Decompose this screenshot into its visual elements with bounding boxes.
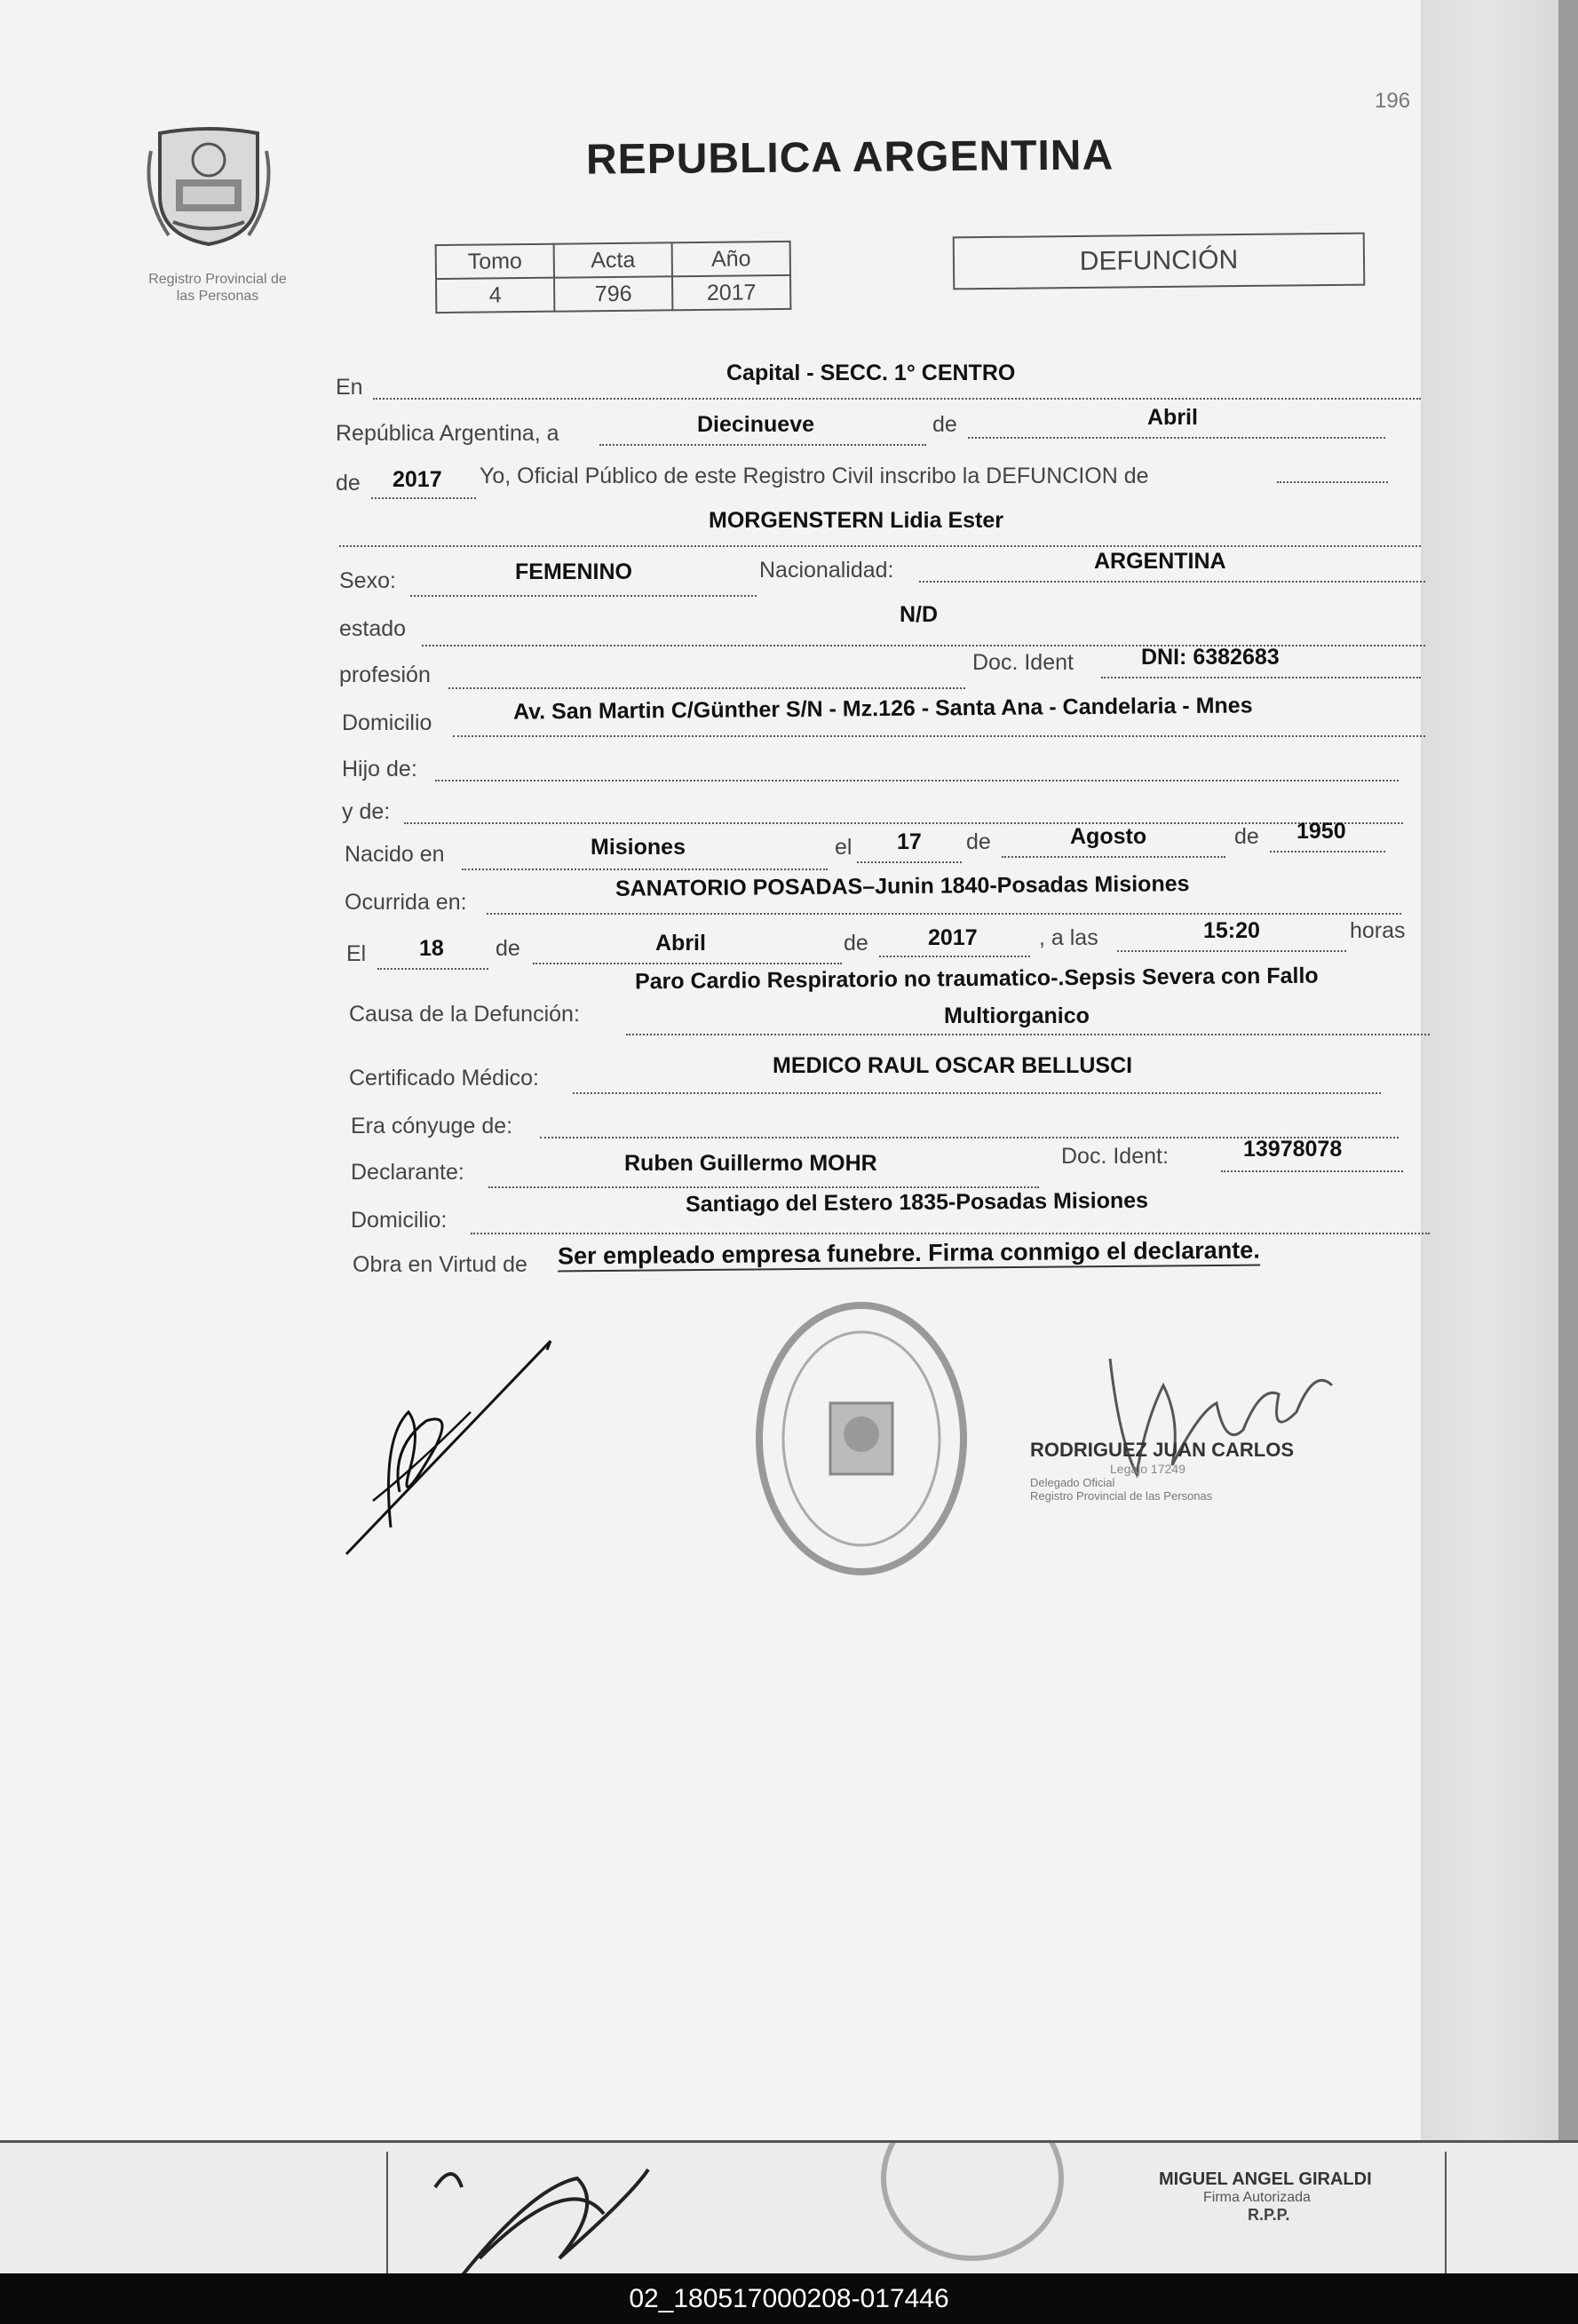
- value-nombre: MORGENSTERN Lidia Ester: [709, 508, 1003, 533]
- value-def-anio: 2017: [928, 925, 978, 950]
- label-de: de: [496, 936, 520, 961]
- ref-value-acta: 796: [554, 276, 672, 311]
- dotted-line: [1277, 480, 1388, 483]
- bottom-stamp-org: R.P.P.: [1248, 2206, 1290, 2224]
- value-causa-line1: Paro Cardio Respiratorio no traumatico-.Sepsis Severa con Fallo: [634, 963, 1319, 995]
- dotted-line: [1270, 849, 1385, 853]
- dotted-line: [1117, 948, 1346, 952]
- label-doc-ident-declarante: Doc. Ident:: [1061, 1144, 1169, 1169]
- label-profesion: profesión: [339, 662, 431, 687]
- ref-header-anio: Año: [672, 242, 790, 276]
- underlying-signature: [426, 2152, 746, 2276]
- value-declarante-domicilio: Santiago del Estero 1835-Posadas Misiones: [685, 1187, 1149, 1218]
- officer-stamp-legajo: Legajo 17249: [1110, 1462, 1185, 1476]
- official-seal: [746, 1292, 977, 1585]
- dotted-line: [373, 396, 1421, 400]
- registry-name-line2: las Personas: [176, 289, 259, 304]
- value-mes: Abril: [1147, 405, 1198, 430]
- label-y-de: y de:: [342, 799, 391, 824]
- value-lugar: Capital - SECC. 1° CENTRO: [726, 361, 1016, 385]
- value-declarante: Ruben Guillermo MOHR: [624, 1151, 877, 1176]
- province-emblem: [142, 124, 275, 249]
- dotted-line: [435, 778, 1399, 781]
- declarant-signature: [337, 1323, 586, 1572]
- reference-table: [435, 241, 792, 313]
- bottom-stamp-name: MIGUEL ANGEL GIRALDI: [1159, 2169, 1372, 2189]
- dotted-line: [453, 734, 1425, 737]
- bottom-stamp: [1159, 2169, 1372, 2225]
- label-horas: horas: [1350, 918, 1406, 943]
- label-nacionalidad: Nacionalidad:: [759, 558, 894, 583]
- dotted-line: [488, 1185, 1039, 1188]
- underlying-seal: [870, 2143, 1074, 2267]
- value-doc-ident: DNI: 6382683: [1141, 645, 1280, 670]
- dotted-line: [377, 966, 488, 970]
- dotted-line: [857, 860, 962, 863]
- dotted-line: [533, 961, 842, 964]
- value-obra: Ser empleado empresa funebre. Firma conmigo el declarante.: [558, 1237, 1260, 1273]
- dotted-line: [471, 1231, 1430, 1234]
- value-estado: N/D: [900, 602, 939, 627]
- document-title: REPUBLICA ARGENTINA: [585, 131, 1114, 184]
- label-de: de: [932, 412, 957, 437]
- officer-stamp-name: RODRIGUEZ JUAN CARLOS: [1030, 1439, 1295, 1461]
- value-nacionalidad: ARGENTINA: [1094, 549, 1226, 574]
- value-def-dia: 18: [419, 936, 444, 961]
- bottom-stamp-cargo: Firma Autorizada: [1203, 2190, 1311, 2205]
- dotted-line: [626, 1032, 1430, 1035]
- label-sexo: Sexo:: [339, 568, 396, 593]
- value-nac-anio: 1950: [1296, 819, 1346, 844]
- label-republica: República Argentina, a: [336, 421, 559, 446]
- label-conyuge: Era cónyuge de:: [351, 1114, 513, 1138]
- label-domicilio-declarante: Domicilio:: [351, 1208, 448, 1233]
- footer-id: 02_180517000208-017446: [0, 2273, 1578, 2324]
- label-declarante: Declarante:: [351, 1160, 464, 1185]
- dotted-line: [968, 435, 1385, 439]
- ref-value-tomo: 4: [436, 278, 554, 313]
- dotted-line: [919, 579, 1425, 583]
- value-domicilio: Av. San Martin C/Günther S/N - Mz.126 - Santa Ana - Candelaria - Mnes: [512, 693, 1253, 725]
- act-type-box: DEFUNCIÓN: [953, 233, 1366, 290]
- registry-name: [115, 271, 320, 305]
- label-obra: Obra en Virtud de: [353, 1252, 527, 1277]
- label-de: de: [336, 471, 361, 496]
- label-a-las: , a las: [1039, 925, 1098, 950]
- dotted-line: [462, 867, 828, 870]
- dotted-line: [448, 686, 965, 689]
- dotted-line: [487, 911, 1401, 915]
- label-de: de: [844, 931, 868, 956]
- label-ocurrida-en: Ocurrida en:: [345, 890, 467, 915]
- value-ocurrida-en: SANATORIO POSADAS–Junin 1840-Posadas Misiones: [615, 871, 1190, 901]
- ref-header-tomo: Tomo: [436, 244, 554, 279]
- label-oficial: Yo, Oficial Público de este Registro Civil inscribo la DEFUNCION de: [480, 464, 1149, 488]
- label-de: de: [1234, 824, 1259, 849]
- dotted-line: [879, 954, 1030, 957]
- label-causa: Causa de la Defunción:: [349, 1002, 580, 1027]
- officer-stamp-registro: Registro Provincial de las Personas: [1030, 1489, 1213, 1503]
- registry-name-line1: Registro Provincial de: [148, 272, 287, 287]
- label-el: el: [835, 835, 852, 860]
- dotted-line: [339, 543, 1421, 547]
- label-domicilio: Domicilio: [342, 710, 432, 735]
- page-number: 196: [1375, 89, 1411, 113]
- dotted-line: [1101, 675, 1421, 678]
- label-el-fecha: El: [346, 941, 367, 966]
- dotted-line: [1002, 854, 1225, 858]
- value-declarante-doc: 13978078: [1243, 1137, 1343, 1162]
- ref-value-anio: 2017: [672, 275, 790, 310]
- binding-edge: [1558, 0, 1578, 2273]
- dotted-line: [599, 442, 926, 446]
- label-certificado: Certificado Médico:: [349, 1066, 539, 1091]
- dotted-line: [410, 593, 757, 597]
- value-sexo: FEMENINO: [515, 559, 632, 584]
- value-nacido-en: Misiones: [591, 835, 686, 860]
- value-nac-mes: Agosto: [1070, 824, 1147, 849]
- label-hijo-de: Hijo de:: [342, 757, 417, 781]
- value-nac-dia: 17: [897, 829, 922, 854]
- value-dia: Diecinueve: [697, 412, 815, 437]
- value-certificado: MEDICO RAUL OSCAR BELLUSCI: [773, 1053, 1133, 1078]
- label-nacido-en: Nacido en: [345, 842, 445, 867]
- label-estado: estado: [339, 616, 407, 641]
- underlying-sheet: [0, 2140, 1578, 2276]
- label-doc-ident: Doc. Ident: [972, 650, 1074, 675]
- page-edge: [1421, 0, 1578, 2158]
- value-anio: 2017: [393, 467, 442, 492]
- value-def-hora: 15:20: [1203, 918, 1260, 943]
- value-causa-line2: Multiorganico: [944, 1003, 1090, 1028]
- dotted-line: [573, 1091, 1381, 1094]
- ref-header-acta: Acta: [554, 242, 672, 277]
- value-def-mes: Abril: [655, 931, 706, 956]
- label-de: de: [966, 829, 991, 854]
- officer-stamp-cargo: Delegado Oficial: [1030, 1476, 1115, 1489]
- label-en: En: [336, 375, 363, 400]
- officer-stamp: [1030, 1439, 1294, 1503]
- dotted-line: [371, 496, 476, 499]
- dotted-line: [1221, 1169, 1403, 1172]
